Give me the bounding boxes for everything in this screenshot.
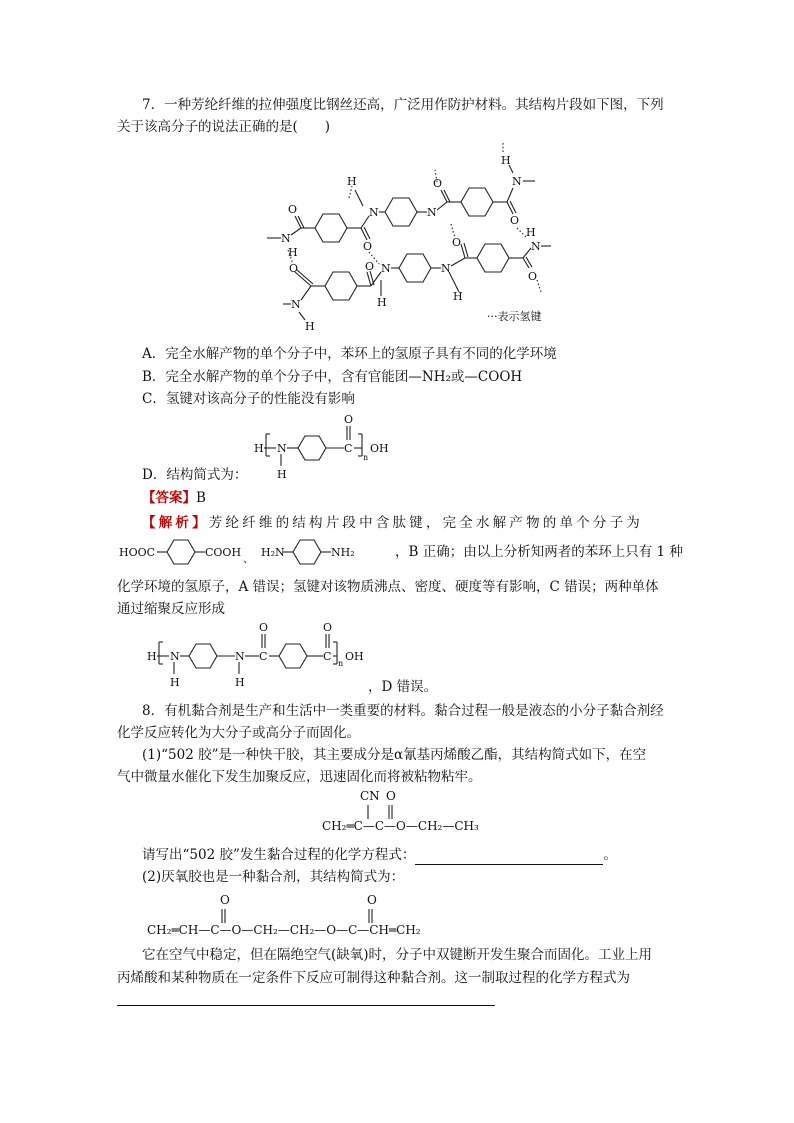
atom-n: N [427, 206, 437, 219]
atom-o: O [344, 413, 354, 426]
analysis-end: ，D 错误。 [368, 679, 438, 695]
atom-h: H [254, 442, 264, 455]
atom-o: O [289, 262, 299, 275]
answer-value: B [196, 490, 206, 506]
atom-h: H [277, 468, 287, 481]
benzene-ring [189, 644, 217, 668]
q7-option-d: D．结构简式为： [142, 467, 248, 483]
q8-part1-line2: 气中微量水催化下发生加聚反应，迅速固化而将被粘物粘牢。 [117, 769, 482, 785]
subscript-n: n [338, 659, 344, 668]
atom-o: O [433, 177, 443, 190]
atom-h: H [170, 676, 180, 689]
atom-n: N [531, 240, 541, 253]
atom-o: O [288, 203, 298, 216]
atom-o: O [259, 621, 269, 634]
atom-o: O [452, 236, 462, 249]
atom-n: N [369, 206, 379, 219]
q8-stem-line2: 化学反应转化为大分子或高分子而固化。 [117, 725, 360, 741]
answer-tag: 【答案】 [142, 490, 196, 506]
benzene-ring [399, 254, 431, 282]
analysis-line4: 通过缩聚反应形成 [117, 601, 225, 617]
analysis-line3: 化学环境的氢原子，A 错误；氢键对该物质沸点、密度、硬度等有影响，C 错误；两种单体 [117, 579, 659, 595]
benzene-ring [315, 214, 347, 242]
atom-n: N [277, 442, 287, 455]
formula-502-glue [322, 789, 522, 839]
atom-n: N [170, 650, 180, 663]
q8-part2-line3: 丙烯酸和某种物质在一定条件下反应可制得这种黏合剂。这一制取过程的化学方程式为 [117, 970, 630, 986]
formula-anaerobic-o1: O [220, 893, 230, 907]
atom-h: H [147, 650, 157, 663]
atom-oh: OH [370, 442, 389, 455]
monomer-formulas [117, 534, 397, 568]
q8-part1-line1: (1)“502 胶”是一种快干胶，其主要成分是α氰基丙烯酸乙酯，其结构简式如下，在空 [142, 747, 647, 763]
atom-h: H [235, 676, 245, 689]
atom-h: H [347, 175, 357, 188]
option-d-formula [250, 410, 410, 486]
q7-stem-line1: 7．一种芳纶纤维的拉伸强度比钢丝还高，广泛用作防护材料。其结构片段如下图，下列 [142, 97, 664, 113]
analysis-tag: 【解析】 [142, 515, 209, 531]
atom-n: N [512, 175, 522, 188]
monomer1-right: COOH [205, 546, 242, 559]
benzene-ring [293, 540, 321, 564]
benzene-ring [325, 272, 357, 300]
monomer2-left: H₂N [261, 546, 285, 559]
analysis-line1: 【解析】芳纶纤维的结构片段中含肽键，完全水解产物的单个分子为 [142, 515, 644, 531]
aramid-structure-figure [255, 140, 565, 340]
atom-o: O [528, 270, 538, 283]
q7-option-c: C．氢键对该高分子的性能没有影响 [142, 391, 355, 407]
atom-o: O [363, 240, 373, 253]
atom-o: O [323, 621, 333, 634]
q8-part2-line2: 它在空气中稳定，但在隔绝空气(缺氧)时，分子中双键断开发生聚合而固化。工业上用 [142, 947, 653, 963]
benzene-ring [461, 188, 493, 216]
top-chain [267, 154, 535, 253]
q7-option-a: A．完全水解产物的单个分子中，苯环上的氢原子具有不同的化学环境 [142, 346, 557, 362]
benzene-ring [385, 198, 417, 226]
atom-n: N [235, 650, 245, 663]
atom-n: N [381, 262, 391, 275]
analysis-line2: ，B 正确；由以上分析知两者的苯环上只有 1 种 [395, 544, 683, 560]
q8-part2-line1: (2)厌氧胶也是一种黏合剂，其结构简式为： [142, 869, 405, 885]
answer-blank[interactable] [415, 850, 603, 865]
atom-n: N [281, 232, 291, 245]
atom-o: O [365, 260, 375, 273]
atom-c: C [259, 650, 268, 663]
monomer1-left: HOOC [119, 546, 156, 559]
formula-anaerobic-o2: O [367, 893, 377, 907]
benzene-ring [167, 540, 195, 564]
atom-c: C [344, 442, 353, 455]
benzene-ring [279, 644, 307, 668]
benzene-ring [298, 436, 326, 460]
formula-502-main: CH₂═C—C—O—CH₂—CH₃ [322, 819, 479, 833]
benzene-ring [477, 244, 509, 272]
atom-h: H [377, 296, 387, 309]
q7-stem-line2: 关于该高分子的说法正确的是( ) [117, 119, 331, 135]
atom-h: H [305, 320, 315, 333]
hydrogen-bond [537, 280, 541, 292]
atom-h: H [288, 246, 298, 259]
polymer-formula [145, 618, 385, 694]
atom-oh: OH [345, 650, 364, 663]
atom-c: C [323, 650, 332, 663]
monomer2-right: NH₂ [331, 546, 355, 559]
figure-legend: ···表示氢键 [487, 310, 542, 323]
formula-anaerobic-glue [117, 893, 477, 941]
subscript-n: n [363, 453, 369, 462]
atom-h: H [501, 154, 511, 167]
atom-h: H [453, 290, 463, 303]
q8-stem-line1: 8．有机黏合剂是生产和生活中一类重要的材料。黏合过程一般是液态的小分子黏合剂经 [142, 703, 664, 719]
atom-h: H [526, 226, 536, 239]
atom-n: N [441, 262, 451, 275]
q7-option-b: B．完全水解产物的单个分子中，含有官能团—NH₂或—COOH [142, 369, 523, 385]
formula-502-o: O [386, 789, 396, 803]
svg-text:、: 、 [243, 552, 254, 565]
q8-part1-question: 请写出“502 胶”发生黏合过程的化学方程式： 。 [142, 847, 617, 863]
answer-line [142, 488, 206, 508]
formula-502-cn: CN [360, 789, 380, 803]
atom-o: O [510, 214, 520, 227]
answer-blank-long[interactable] [117, 1005, 495, 1006]
formula-anaerobic-main: CH₂═CH—C—O—CH₂—CH₂—O—C—CH═CH₂ [147, 923, 421, 937]
atom-n: N [291, 298, 301, 311]
